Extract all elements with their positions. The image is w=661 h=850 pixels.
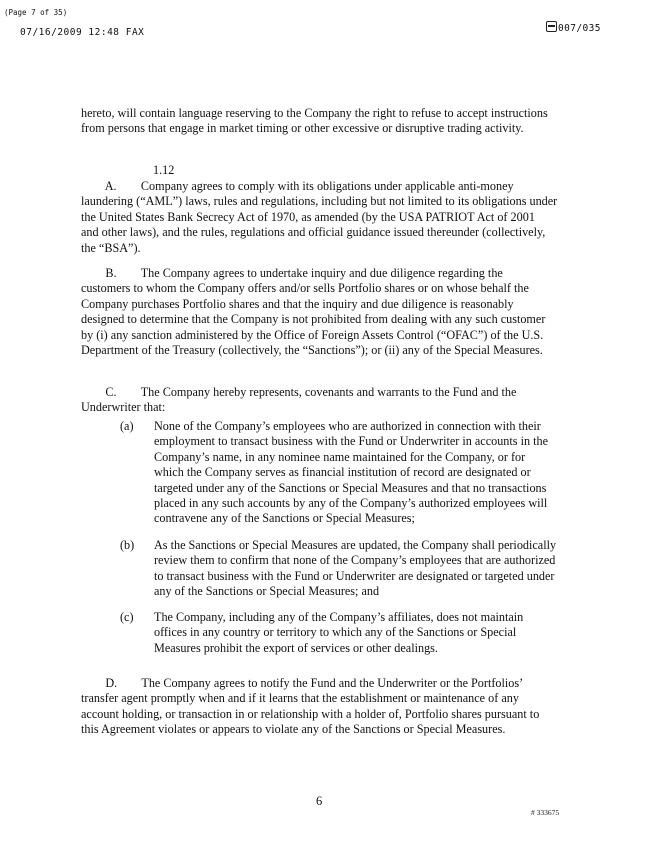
text-line: B. The Company agrees to undertake inquiry and due diligence regarding the [81,266,503,280]
item-c-text [154,610,564,656]
text-line: Company’s name, in any nominee name maintained for the Company, or for [154,449,526,464]
text-line: the “BSA”). [81,240,141,255]
item-a-label: (a) [120,419,134,433]
text-line: customers to whom the Company offers and/or sells Portfolio shares or on whose behalf the [81,281,529,296]
text-line: designed to determine that the Company is not prohibited from dealing with any such customer [81,312,546,327]
text-line: account holding, or transaction in or relationship with a holder of, Portfolio shares pursuant to [81,706,540,721]
text-line: placed in any such accounts by any of the Company’s authorized employees will [154,496,548,511]
page-indicator: (Page 7 of 35) [4,8,68,17]
paragraph-b [81,266,561,358]
text-line: hereto, will contain language reserving to the Company the right to refuse to accept instructions [81,106,548,120]
text-line: None of the Company’s employees who are authorized in connection with their [154,419,541,433]
text-line: targeted under any of the Sanctions or Special Measures and that no transactions [154,480,547,495]
fax-page-count [546,21,601,34]
intro-paragraph [81,106,561,137]
text-line: Company purchases Portfolio shares and that the inquiry and due diligence is reasonably [81,296,514,311]
section-number: 1.12 [153,163,175,177]
text-line: and other laws), and the rules, regulations and official guidance issued thereunder (collectively, [81,225,546,240]
item-b-label: (b) [120,538,135,552]
paragraph-a [81,179,561,256]
text-line: D. The Company agrees to notify the Fund and the Underwriter or the Portfolios’ [81,676,524,690]
text-line: the United States Bank Secrecy Act of 1970, as amended (by the USA PATRIOT Act of 2001 [81,209,535,224]
text-line: Department of the Treasury (collectively, the “Sanctions”); or (ii) any of the Special Measures. [81,343,543,358]
paragraph-c [81,385,561,416]
page-number: 6 [316,794,323,808]
text-line: contravene any of the Sanctions or Special Measures; [154,511,415,526]
text-line: Measures prohibit the export of services or other dealings. [154,640,438,655]
text-line: review them to confirm that none of the Company’s employees that are authorized [154,553,556,568]
text-line: Underwriter that: [81,400,166,415]
text-line: laundering (“AML”) laws, rules and regulations, including but not limited to its obligations under [81,194,558,209]
document-number: # 333675 [531,808,560,817]
item-a-text [154,419,564,527]
text-line: The Company, including any of the Company’s affiliates, does not maintain [154,610,524,624]
text-line: employment to transact business with the Fund or Underwriter in accounts in the [154,434,548,449]
text-line: by (i) any sanction administered by the Office of Foreign Assets Control (“OFAC”) of the U.S. [81,327,544,342]
text-line: A. Company agrees to comply with its obligations under applicable anti-money [81,179,514,193]
item-b-text [154,538,564,600]
text-line: offices in any country or territory to which any of the Sanctions or Special [154,625,517,640]
text-line: C. The Company hereby represents, covenants and warrants to the Fund and the [81,385,517,399]
fax-timestamp: 07/16/2009 12:48 FAX [20,27,145,38]
text-line: transfer agent promptly when and if it learns that the establishment or maintenance of any [81,691,519,706]
text-line: which the Company serves as financial institution of record are designated or [154,465,531,480]
paragraph-d [81,676,561,738]
text-line: this Agreement violates or appears to violate any of the Sanctions or Special Measures. [81,722,506,737]
text-line: As the Sanctions or Special Measures are updated, the Company shall periodically [154,538,557,552]
text-line: from persons that engage in market timing or other excessive or disruptive trading activity. [81,121,524,136]
item-c-label: (c) [120,610,134,624]
fax-machine-icon [546,21,557,32]
text-line: any of the Sanctions or Special Measures; and [154,584,380,599]
fax-page-count-text: 007/035 [558,23,601,34]
text-line: to transact business with the Fund or Underwriter are designated or targeted under [154,568,555,583]
